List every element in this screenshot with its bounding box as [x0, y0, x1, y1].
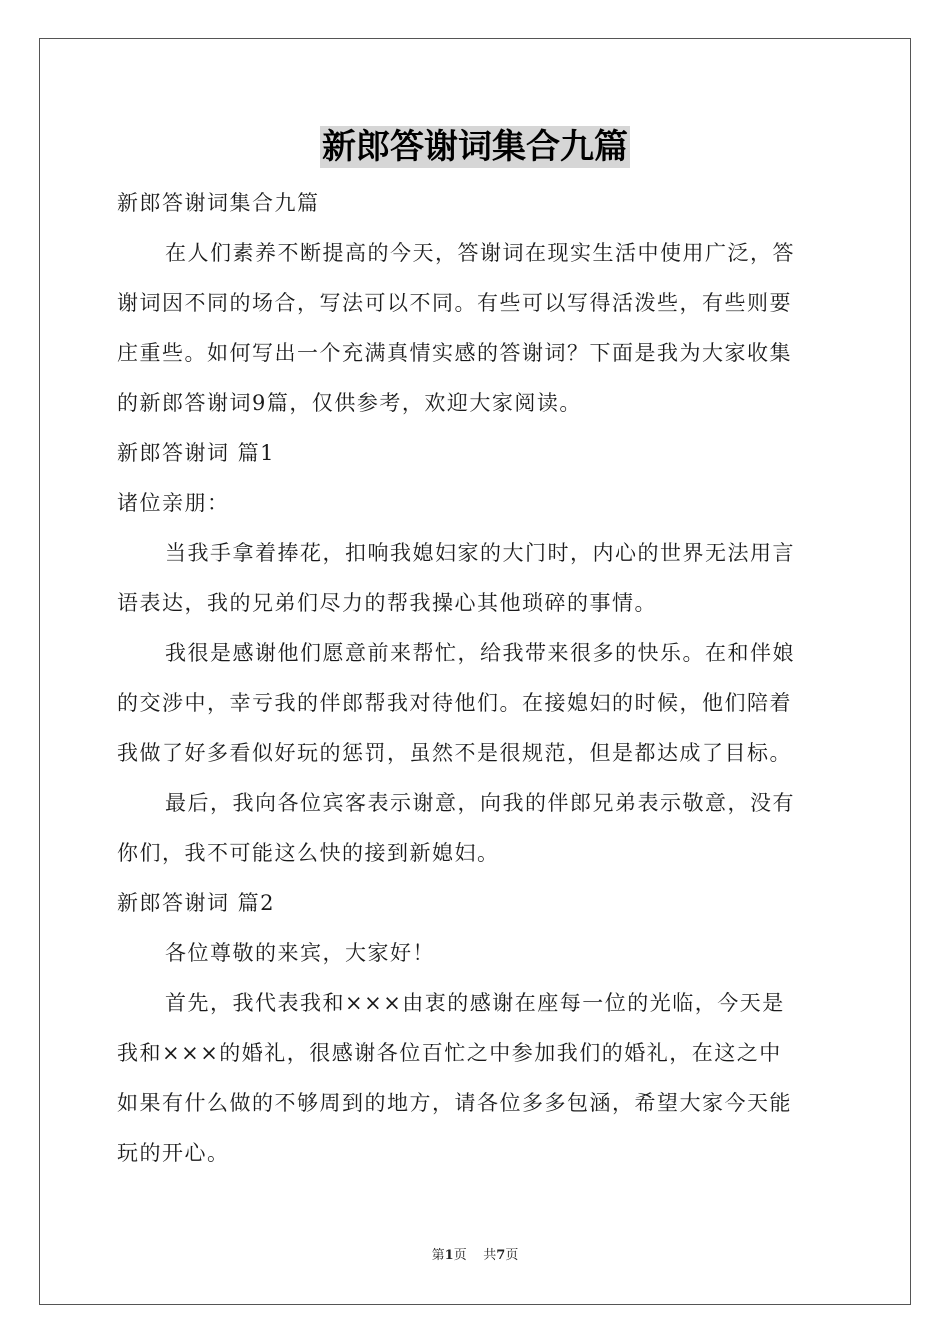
text-line: 诸位亲朋： — [117, 491, 230, 515]
footer-total-label: 页 — [505, 1248, 519, 1263]
text-line: 玩的开心。 — [117, 1141, 230, 1165]
text-line: 谢词因不同的场合，写法可以不同。有些可以写得活泼些，有些则要 — [117, 291, 792, 315]
text-line: 新郎答谢词 篇1 — [117, 441, 276, 465]
text-line: 新郎答谢词集合九篇 — [117, 191, 320, 215]
text-line: 的新郎答谢词9篇，仅供参考，欢迎大家阅读。 — [117, 391, 582, 415]
text-line: 当我手拿着捧花，扣响我媳妇家的大门时，内心的世界无法用言 — [165, 541, 795, 565]
text-line: 语表达，我的兄弟们尽力的帮我操心其他琐碎的事情。 — [117, 591, 657, 615]
text-line: 你们，我不可能这么快的接到新媳妇。 — [117, 841, 500, 865]
footer-page-prefix: 第 — [431, 1248, 445, 1263]
text-line: 的交涉中，幸亏我的伴郎帮我对待他们。在接媳妇的时候，他们陪着 — [117, 691, 792, 715]
footer-total-prefix: 共 — [483, 1248, 497, 1263]
footer-total-pages: 7 — [496, 1248, 506, 1263]
document-body — [117, 178, 833, 1178]
text-line: 我做了好多看似好玩的惩罚，虽然不是很规范，但是都达成了目标。 — [117, 741, 792, 765]
text-line: 各位尊敬的来宾，大家好！ — [165, 941, 435, 965]
text-line: 庄重些。如何写出一个充满真情实感的答谢词？下面是我为大家收集 — [117, 341, 792, 365]
title-container — [0, 126, 950, 168]
document-title: 新郎答谢词集合九篇 — [322, 127, 628, 167]
text-line: 新郎答谢词 篇2 — [117, 891, 276, 915]
text-line: 如果有什么做的不够周到的地方，请各位多多包涵，希望大家今天能 — [117, 1091, 792, 1115]
text-line: 我和×××的婚礼，很感谢各位百忙之中参加我们的婚礼，在这之中 — [117, 1041, 782, 1065]
text-line: 在人们素养不断提高的今天，答谢词在现实生活中使用广泛，答 — [165, 241, 795, 265]
footer-current-page: 1 — [444, 1248, 454, 1263]
footer-page-label: 页 — [453, 1248, 467, 1263]
page-footer — [0, 1247, 950, 1265]
text-line: 最后，我向各位宾客表示谢意，向我的伴郎兄弟表示敬意，没有 — [165, 791, 795, 815]
text-line: 我很是感谢他们愿意前来帮忙，给我带来很多的快乐。在和伴娘 — [165, 641, 795, 665]
text-line: 首先，我代表我和×××由衷的感谢在座每一位的光临，今天是 — [165, 991, 785, 1015]
